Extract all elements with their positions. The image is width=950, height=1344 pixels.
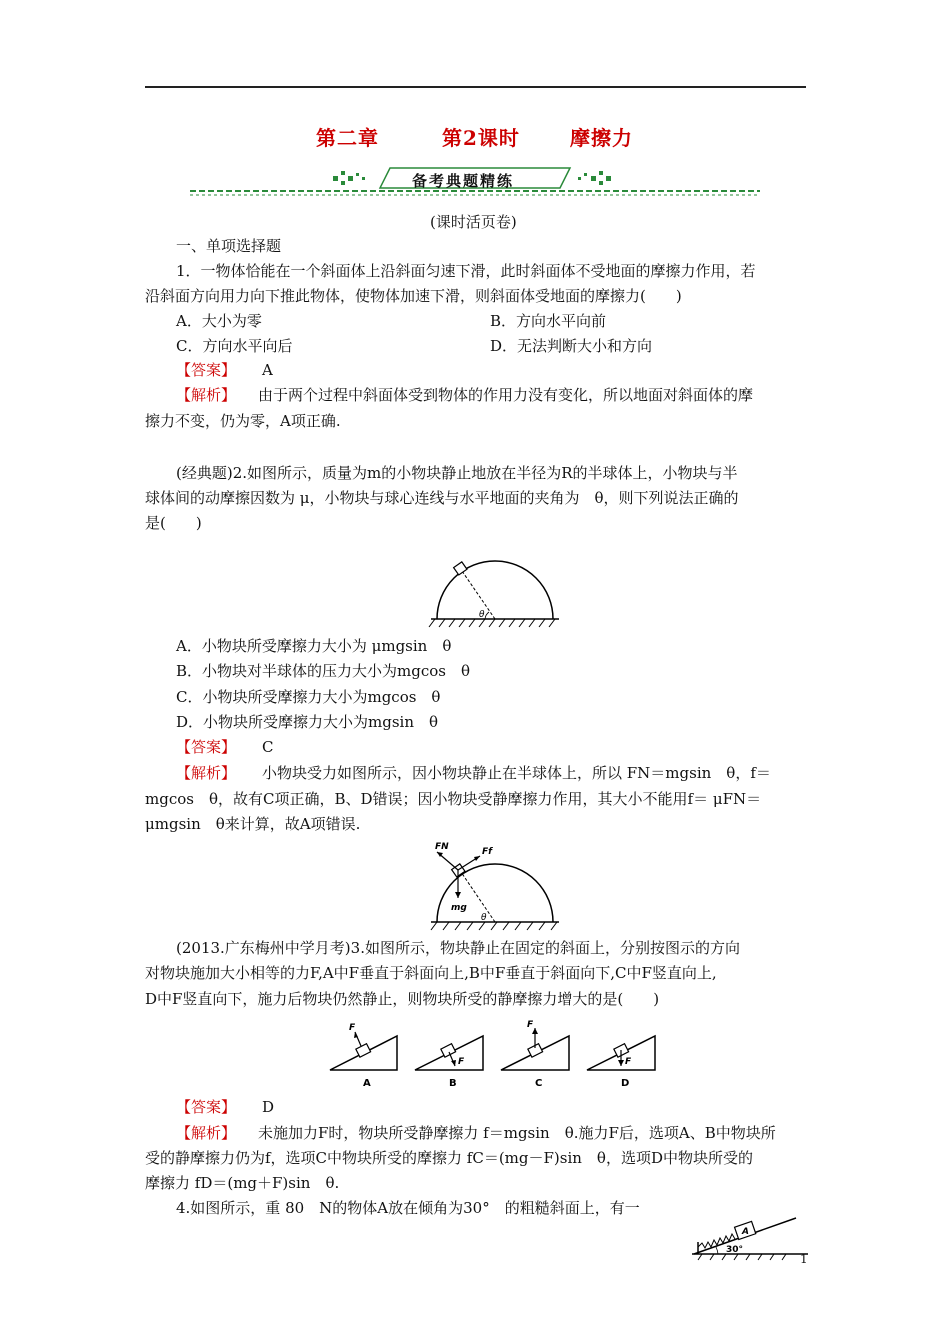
- q2-analysis-tag: 【解析】: [176, 764, 237, 782]
- banner-left-dots-icon: [333, 171, 365, 185]
- q3-analysis: 受的静摩擦力仍为f，选项C中物块所受的摩擦力 fC＝(mg－F)sin θ，选项D中物块所受的: [145, 1149, 753, 1167]
- q2-option-c: C．小物块所受摩擦力大小为mgcos θ: [176, 688, 441, 706]
- force-label-d: F: [625, 1057, 632, 1067]
- page-number: 1: [800, 1252, 808, 1266]
- hemisphere-figure: [425, 558, 565, 630]
- q2-option-b: B．小物块对半球体的压力大小为mgcos θ: [176, 662, 471, 680]
- q3-analysis-tag: 【解析】: [176, 1124, 237, 1142]
- header-rule: [145, 86, 806, 88]
- force-label-b: F: [458, 1057, 465, 1067]
- section-heading: 一、单项选择题: [176, 237, 282, 255]
- q1-option-c: C．方向水平向后: [176, 337, 293, 355]
- fig-label-d: D: [621, 1078, 630, 1089]
- angle-label: 30°: [726, 1245, 744, 1255]
- q2-option-a: A．小物块所受摩擦力大小为 μmgsin θ: [176, 637, 452, 655]
- incline-options-figure: [325, 1018, 670, 1090]
- q1-analysis-tag: 【解析】: [176, 386, 237, 404]
- q2-answer-tag: 【答案】: [176, 738, 237, 756]
- banner-label: 备考典题精练: [412, 172, 515, 190]
- mg-label: mg: [451, 903, 467, 913]
- q2-stem: 球体间的动摩擦因数为 μ，小物块与球心连线与水平地面的夹角为 θ，则下列说法正确的: [145, 489, 739, 507]
- q3-stem: 对物块施加大小相等的力F,A中F垂直于斜面向上,B中F垂直于斜面向下,C中F竖直向上,: [145, 964, 717, 982]
- banner-right-dots-icon: [578, 171, 611, 185]
- q1-stem: 沿斜面方向用力向下推此物体，使物体加速下滑，则斜面体受地面的摩擦力( ): [145, 287, 682, 305]
- q1-stem: 1．一物体恰能在一个斜面体上沿斜面匀速下滑，此时斜面体不受地面的摩擦力作用，若: [176, 262, 756, 280]
- q2-stem: 是( ): [145, 514, 202, 532]
- q2-answer: C: [262, 738, 274, 756]
- fig-label-b: B: [449, 1078, 457, 1089]
- topic-title: 摩擦力: [570, 126, 633, 150]
- q2-stem: (经典题)2.如图所示，质量为m的小物块静止地放在半径为R的半球体上，小物块与半: [176, 464, 738, 482]
- q3-answer-tag: 【答案】: [176, 1098, 237, 1116]
- fig-label-c: C: [535, 1078, 543, 1089]
- fn-label: FN: [435, 842, 449, 852]
- force-diagram-figure: [425, 840, 565, 932]
- q3-analysis: 未施加力F时，物块所受静摩擦力 f＝mgsin θ.施力F后，选项A、B中物块所: [258, 1124, 776, 1142]
- q3-stem: D中F竖直向下，施力后物块仍然静止，则物块所受的静摩擦力增大的是( ): [145, 990, 660, 1008]
- force-label-c: F: [527, 1020, 534, 1030]
- lesson-title: 第2课时: [442, 126, 520, 150]
- q3-analysis: 摩擦力 fD＝(mg＋F)sin θ.: [145, 1174, 340, 1192]
- force-label-a: F: [349, 1023, 356, 1033]
- spring-block-label: A: [742, 1227, 749, 1237]
- q1-option-b: B．方向水平向前: [490, 312, 607, 330]
- q1-option-a: A．大小为零: [176, 312, 262, 330]
- q1-analysis: 由于两个过程中斜面体受到物体的作用力没有变化，所以地面对斜面体的摩: [258, 386, 754, 404]
- q2-analysis: 小物块受力如图所示，因小物块静止在半球体上，所以 FN＝mgsin θ，f＝: [262, 764, 771, 782]
- q1-answer-tag: 【答案】: [176, 361, 237, 379]
- spring-incline-figure: [688, 1202, 813, 1264]
- q2-analysis: μmgsin θ来计算，故A项错误.: [145, 815, 361, 833]
- q1-answer: A: [262, 361, 273, 379]
- q3-stem: (2013.广东梅州中学月考)3.如图所示，物块静止在固定的斜面上，分别按图示的方向: [176, 939, 740, 957]
- subtitle: (课时活页卷): [430, 213, 517, 231]
- ff-label: Ff: [482, 847, 493, 857]
- q4-stem: 4.如图所示，重 80 N的物体A放在倾角为30° 的粗糙斜面上，有一: [176, 1199, 640, 1217]
- q3-answer: D: [262, 1098, 275, 1116]
- q2-analysis: mgcos θ，故有C项正确，B、D错误；因小物块受静摩擦力作用，其大小不能用f＝ μFN＝: [145, 790, 762, 808]
- q2-option-d: D．小物块所受摩擦力大小为mgsin θ: [176, 713, 439, 731]
- q1-analysis: 擦力不变，仍为零，A项正确.: [145, 412, 341, 430]
- theta-label: θ: [481, 913, 487, 923]
- hemisphere-theta-label: θ: [479, 610, 485, 620]
- q1-option-d: D．无法判断大小和方向: [490, 337, 653, 355]
- fig-label-a: A: [363, 1078, 371, 1089]
- chapter-title: 第二章: [316, 126, 379, 150]
